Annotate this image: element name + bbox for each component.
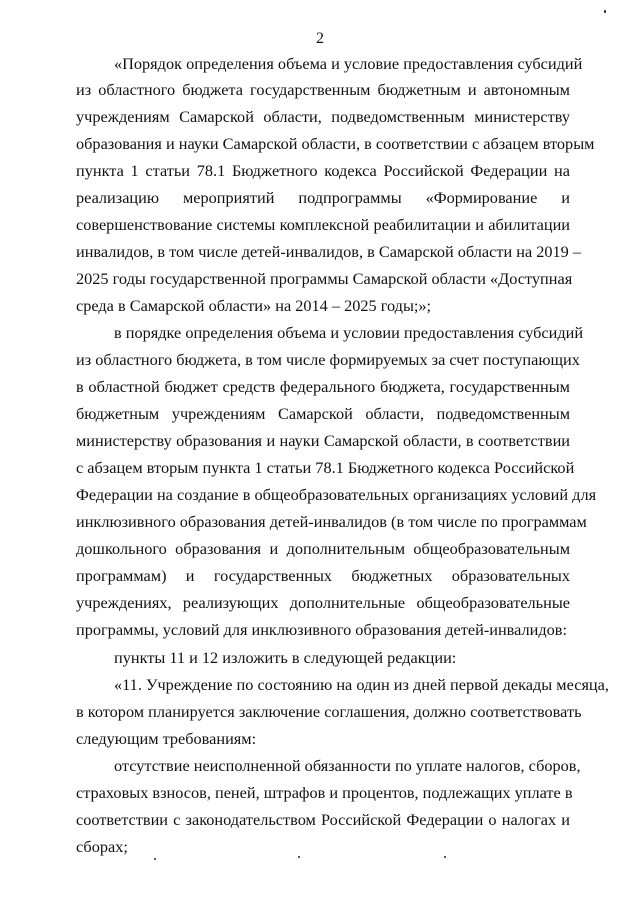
scan-speck xyxy=(298,856,300,858)
text-line: соответствии с законодательством Российской Федерации о налогах и xyxy=(76,810,570,829)
scan-speck xyxy=(604,10,606,13)
text-line: Федерации на создание в общеобразовательных организациях условий для xyxy=(76,485,597,504)
text-line: среда в Самарской области» на 2014 – 2025 годы;»; xyxy=(76,296,432,315)
text-line: министерству образования и науки Самарской области, в соответствии xyxy=(76,431,570,450)
scan-speck xyxy=(154,858,156,860)
text-line: образования и науки Самарской области, в соответствии с абзацем вторым xyxy=(76,134,595,153)
text-line: в котором планируется заключение соглашения, должно соответствовать xyxy=(76,702,582,721)
text-line: бюджетным учреждениям Самарской области, подведомственным xyxy=(76,404,570,423)
text-line: «Порядок определения объема и условие предоставления субсидий xyxy=(114,54,583,73)
text-line: отсутствие неисполненной обязанности по уплате налогов, сборов, xyxy=(114,756,581,775)
text-line: учреждениях, реализующих дополнительные общеобразовательные xyxy=(76,593,570,612)
text-line: страховых взносов, пеней, штрафов и процентов, подлежащих уплате в xyxy=(76,783,573,802)
text-line: из областного бюджета государственным бюджетным и автономным xyxy=(76,80,570,99)
page-number: 2 xyxy=(316,30,324,47)
text-line: из областного бюджета, в том числе формируемых за счет поступающих xyxy=(76,350,580,369)
text-line: в областной бюджет средств федерального бюджета, государственным xyxy=(76,377,570,396)
text-line: пункта 1 статьи 78.1 Бюджетного кодекса Российской Федерации на xyxy=(76,161,570,180)
text-line: совершенствование системы комплексной реабилитации и абилитации xyxy=(76,215,570,234)
text-line: в порядке определения объема и условии предоставления субсидий xyxy=(114,323,584,342)
text-line: с абзацем вторым пункта 1 статьи 78.1 Бюджетного кодекса Российской xyxy=(76,458,575,477)
text-line: учреждениям Самарской области, подведомственным министерству xyxy=(76,107,570,126)
text-line: сборах; xyxy=(76,837,128,856)
text-line: 2025 годы государственной программы Самарской области «Доступная xyxy=(76,269,573,288)
text-line: дошкольного образования и дополнительным общеобразовательным xyxy=(76,539,570,558)
text-line: следующим требованиям: xyxy=(76,729,257,748)
text-line: пункты 11 и 12 изложить в следующей редакции: xyxy=(114,648,457,667)
text-line: инвалидов, в том числе детей-инвалидов, в Самарской области на 2019 – xyxy=(76,242,582,261)
text-line: инклюзивного образования детей-инвалидов (в том числе по программам xyxy=(76,512,587,531)
text-line: реализацию мероприятий подпрограммы «Формирование и xyxy=(76,188,570,207)
text-line: программам) и государственных бюджетных образовательных xyxy=(76,566,570,585)
text-line: «11. Учреждение по состоянию на один из дней первой декады месяца, xyxy=(114,675,609,694)
scan-speck xyxy=(444,856,446,858)
text-line: программы, условий для инклюзивного образования детей-инвалидов: xyxy=(76,620,567,639)
